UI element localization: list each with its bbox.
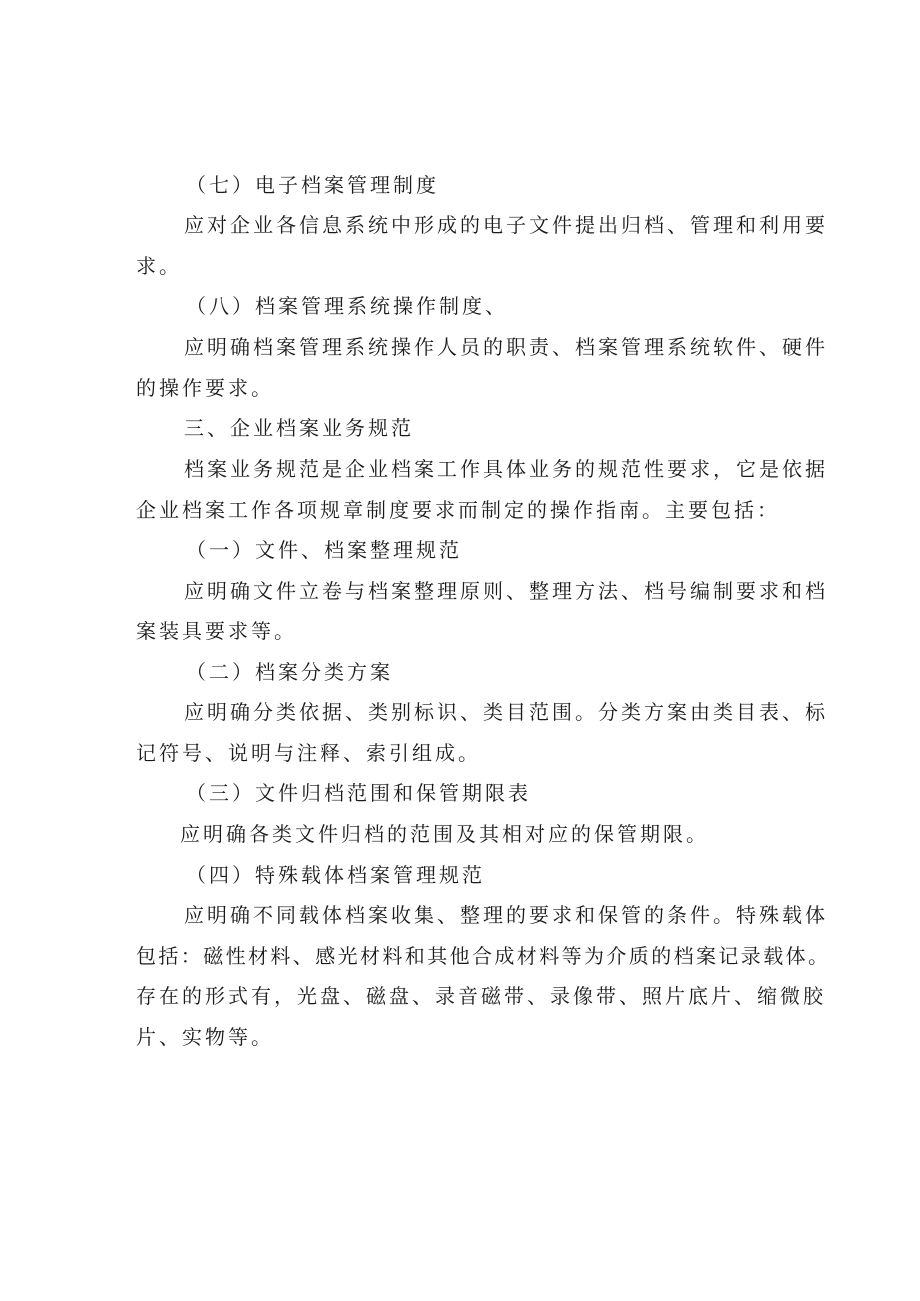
paragraph-four-line-1: 应明确不同载体档案收集、整理的要求和保管的条件。特殊载体: [184, 903, 828, 927]
paragraph-four-line-2: 包括：磁性材料、感光材料和其他合成材料等为介质的档案记录载体。: [136, 944, 831, 968]
heading-eight: （八）档案管理系统操作制度、: [186, 294, 508, 318]
section-three-heading: 三、企业档案业务规范: [184, 416, 414, 440]
heading-two: （二）档案分类方案: [186, 660, 393, 684]
paragraph-four-line-4: 片、实物等。: [136, 1025, 274, 1049]
paragraph-two-line-1: 应明确分类依据、类别标识、类目范围。分类方案由类目表、标: [184, 700, 828, 724]
paragraph-seven-line-2: 求。: [136, 254, 182, 278]
paragraph-eight-line-2: 的操作要求。: [136, 376, 274, 400]
heading-four: （四）特殊载体档案管理规范: [186, 863, 485, 887]
heading-three: （三）文件归档范围和保管期限表: [186, 781, 531, 805]
paragraph-seven-line-1: 应对企业各信息系统中形成的电子文件提出归档、管理和利用要: [184, 213, 828, 237]
section-three-intro-line-2: 企业档案工作各项规章制度要求而制定的操作指南。主要包括：: [136, 498, 780, 522]
paragraph-one-line-2: 案装具要求等。: [136, 619, 297, 643]
paragraph-eight-line-1: 应明确档案管理系统操作人员的职责、档案管理系统软件、硬件: [184, 335, 828, 359]
paragraph-three-line-1: 应明确各类文件归档的范围及其相对应的保管期限。: [180, 822, 709, 846]
heading-seven: （七）电子档案管理制度: [186, 173, 439, 197]
paragraph-two-line-2: 记符号、说明与注释、索引组成。: [136, 741, 481, 765]
heading-one: （一）文件、档案整理规范: [186, 538, 462, 562]
section-three-intro-line-1: 档案业务规范是企业档案工作具体业务的规范性要求，它是依据: [184, 457, 828, 481]
paragraph-one-line-1: 应明确文件立卷与档案整理原则、整理方法、档号编制要求和档: [184, 579, 828, 603]
paragraph-four-line-3: 存在的形式有，光盘、磁盘、录音磁带、录像带、照片底片、缩微胶: [136, 984, 826, 1008]
